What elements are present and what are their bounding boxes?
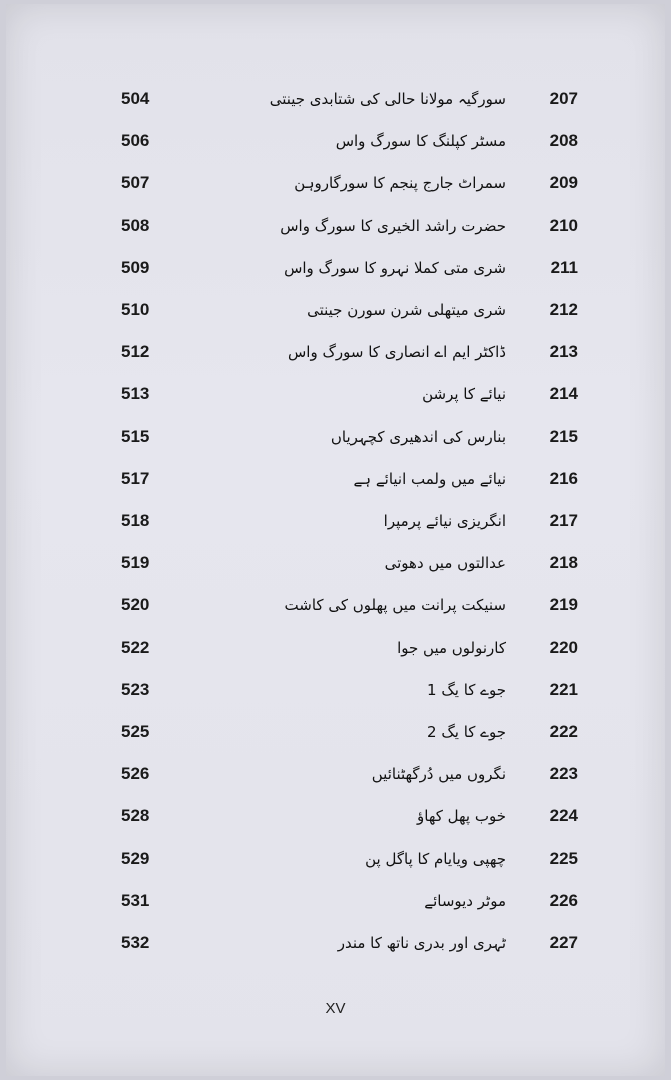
entry-number: 226 [549, 890, 578, 910]
entry-title: جوے کا یگ 1 [427, 680, 506, 699]
entry-number: 222 [549, 722, 578, 741]
entry-page-number: 517 [121, 468, 150, 488]
entry-page-number: 507 [121, 173, 150, 193]
entry-page-number: 515 [121, 426, 150, 446]
entry-title: سمراٹ جارج پنجم کا سورگاروہن [294, 174, 506, 193]
list-item [6, 753, 665, 795]
entry-page-number: 526 [121, 764, 150, 784]
entry-number: 214 [549, 384, 578, 404]
table-of-contents [6, 4, 665, 1076]
entry-number: 221 [549, 679, 578, 699]
list-item [6, 880, 665, 922]
entry-number: 213 [549, 342, 578, 362]
entry-page-number: 510 [121, 300, 150, 319]
entry-number: 227 [549, 933, 578, 952]
entry-page-number: 520 [121, 595, 150, 615]
entry-number: 210 [549, 215, 578, 235]
entry-page-number: 519 [121, 553, 150, 573]
entry-number: 224 [549, 806, 578, 826]
entry-page-number: 532 [121, 933, 150, 952]
list-item [6, 247, 665, 289]
entry-title: کارنولوں میں جوا [397, 638, 506, 657]
entry-title: ڈاکٹر ایم اے انصاری کا سورگ واس [287, 343, 506, 362]
entry-page-number: 523 [121, 679, 150, 699]
entry-page-number: 518 [121, 511, 150, 530]
entry-title: موٹر دیوسائے [424, 891, 506, 910]
entry-number: 219 [549, 595, 578, 615]
list-item [6, 120, 665, 162]
list-item [6, 373, 665, 415]
entry-page-number: 528 [121, 806, 150, 826]
list-item [6, 458, 665, 500]
entry-page-number: 531 [121, 890, 150, 910]
entry-title: شری میتھلی شرن سورن جینتی [307, 301, 506, 319]
entry-number: 220 [549, 637, 578, 657]
list-item [6, 500, 665, 542]
page-number-footer: XV [325, 1000, 346, 1017]
entry-number: 215 [549, 426, 578, 446]
entry-number: 217 [549, 511, 578, 530]
entry-title: ٹہری اور بدری ناتھ کا مندر [337, 934, 506, 952]
entry-title: سورگیہ مولانا حالی کی شتابدی جینتی [269, 90, 506, 108]
entry-title: خوب پھل کھاؤ [417, 807, 506, 826]
entry-number: 209 [549, 173, 578, 193]
list-item [6, 289, 665, 331]
entry-page-number: 513 [121, 384, 150, 404]
list-item [6, 205, 665, 247]
entry-title: چھپی ویایام کا پاگل پن [365, 849, 506, 868]
entry-number: 212 [549, 300, 578, 319]
entry-page-number: 512 [121, 342, 150, 362]
entry-page-number: 529 [121, 848, 150, 868]
list-item [6, 162, 665, 204]
entry-number: 207 [549, 89, 578, 108]
book-page [6, 4, 665, 1076]
entry-page-number: 509 [121, 257, 150, 277]
entry-number: 223 [549, 764, 578, 784]
entry-page-number: 525 [121, 722, 150, 741]
entry-number: 225 [549, 848, 578, 868]
entry-title: انگریزی نیائے پرمپرا [383, 512, 506, 530]
entry-title: عدالتوں میں دھوتی [384, 554, 506, 573]
list-item [6, 331, 665, 373]
entry-number: 211 [550, 257, 578, 277]
list-item [6, 542, 665, 584]
entry-page-number: 522 [121, 637, 150, 657]
entry-page-number: 506 [121, 131, 150, 151]
entry-number: 216 [549, 468, 578, 488]
entry-title: سنیکت پرانت میں پھلوں کی کاشت [284, 596, 506, 615]
entry-page-number: 504 [121, 89, 150, 108]
entry-number: 218 [549, 553, 578, 573]
entry-title: حضرت راشد الخیری کا سورگ واس [280, 216, 506, 235]
entry-title: نیائے کا پرشن [422, 385, 506, 404]
list-item [6, 838, 665, 880]
list-item [6, 795, 665, 837]
entry-number: 208 [549, 131, 578, 151]
list-item [6, 922, 665, 964]
list-item [6, 627, 665, 669]
entry-title: جوے کا یگ 2 [427, 723, 506, 741]
list-item [6, 416, 665, 458]
entry-title: نگروں میں دُرگھٹنائیں [371, 765, 506, 784]
list-item [6, 78, 665, 120]
list-item [6, 669, 665, 711]
list-item [6, 711, 665, 753]
entry-page-number: 508 [121, 215, 150, 235]
entry-title: نیائے میں ولمب انیائے ہے [353, 469, 506, 488]
entry-title: بنارس کی اندھیری کچہریاں [330, 427, 506, 446]
entry-title: مسٹر کپلنگ کا سورگ واس [335, 132, 506, 151]
entry-title: شری متی کملا نہرو کا سورگ واس [284, 258, 506, 277]
list-item [6, 584, 665, 626]
